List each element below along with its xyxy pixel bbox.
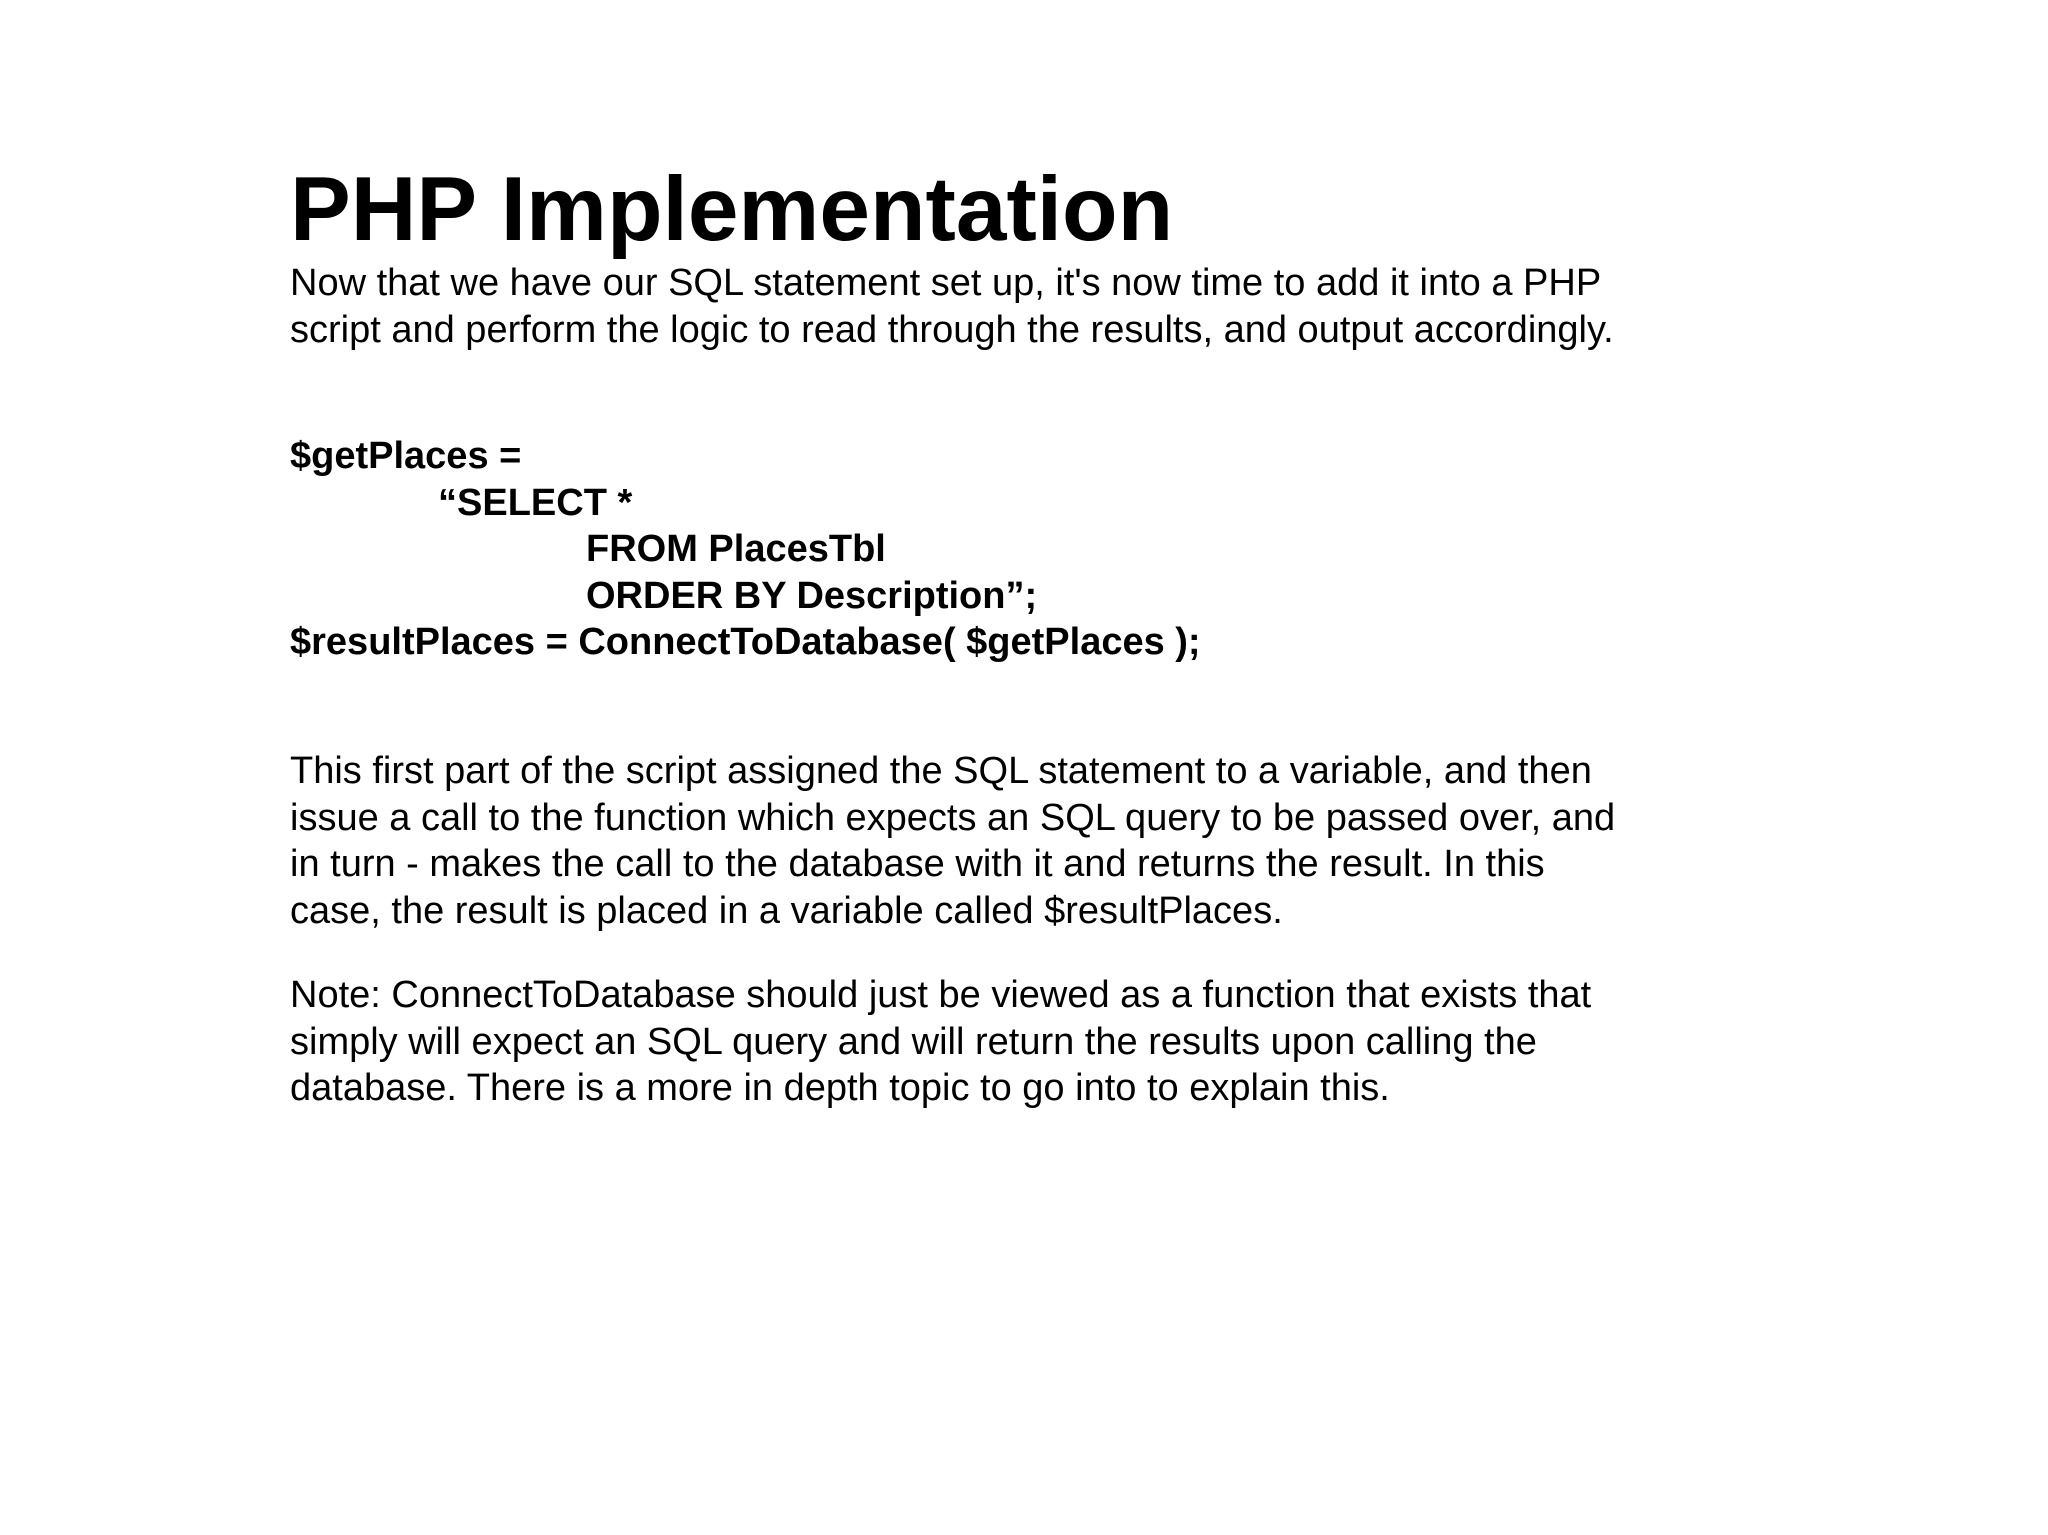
explanation-line: This first part of the script assigned the SQL statement to a variable, and then: [290, 750, 1592, 792]
explanation-paragraph: [290, 748, 1790, 934]
code-line: ORDER BY Description”;: [586, 574, 1038, 617]
code-line: “SELECT *: [438, 481, 633, 524]
slide-title: PHP Implementation: [290, 159, 1174, 260]
note-paragraph: [290, 972, 1790, 1112]
code-block: [290, 433, 1201, 666]
intro-line: Now that we have our SQL statement set up, it's now time to add it into a PHP: [290, 262, 1602, 304]
code-line: FROM PlacesTbl: [586, 528, 886, 570]
code-line: $getPlaces =: [290, 435, 522, 477]
explanation-line: in turn - makes the call to the database with it and returns the result. In this: [290, 843, 1545, 885]
code-line: $resultPlaces = ConnectToDatabase( $getPlaces );: [290, 621, 1201, 663]
note-line: simply will expect an SQL query and will return the results upon calling the: [290, 1020, 1537, 1063]
note-line: database. There is a more in depth topic to go into to explain this.: [290, 1067, 1390, 1109]
intro-line: script and perform the logic to read through the results, and output accordingly.: [290, 308, 1614, 351]
explanation-line: case, the result is placed in a variable called $resultPlaces.: [290, 889, 1283, 932]
intro-paragraph: [290, 260, 1790, 353]
explanation-line: issue a call to the function which expects an SQL query to be passed over, and: [290, 796, 1616, 839]
note-line: Note: ConnectToDatabase should just be viewed as a function that exists that: [290, 974, 1592, 1016]
